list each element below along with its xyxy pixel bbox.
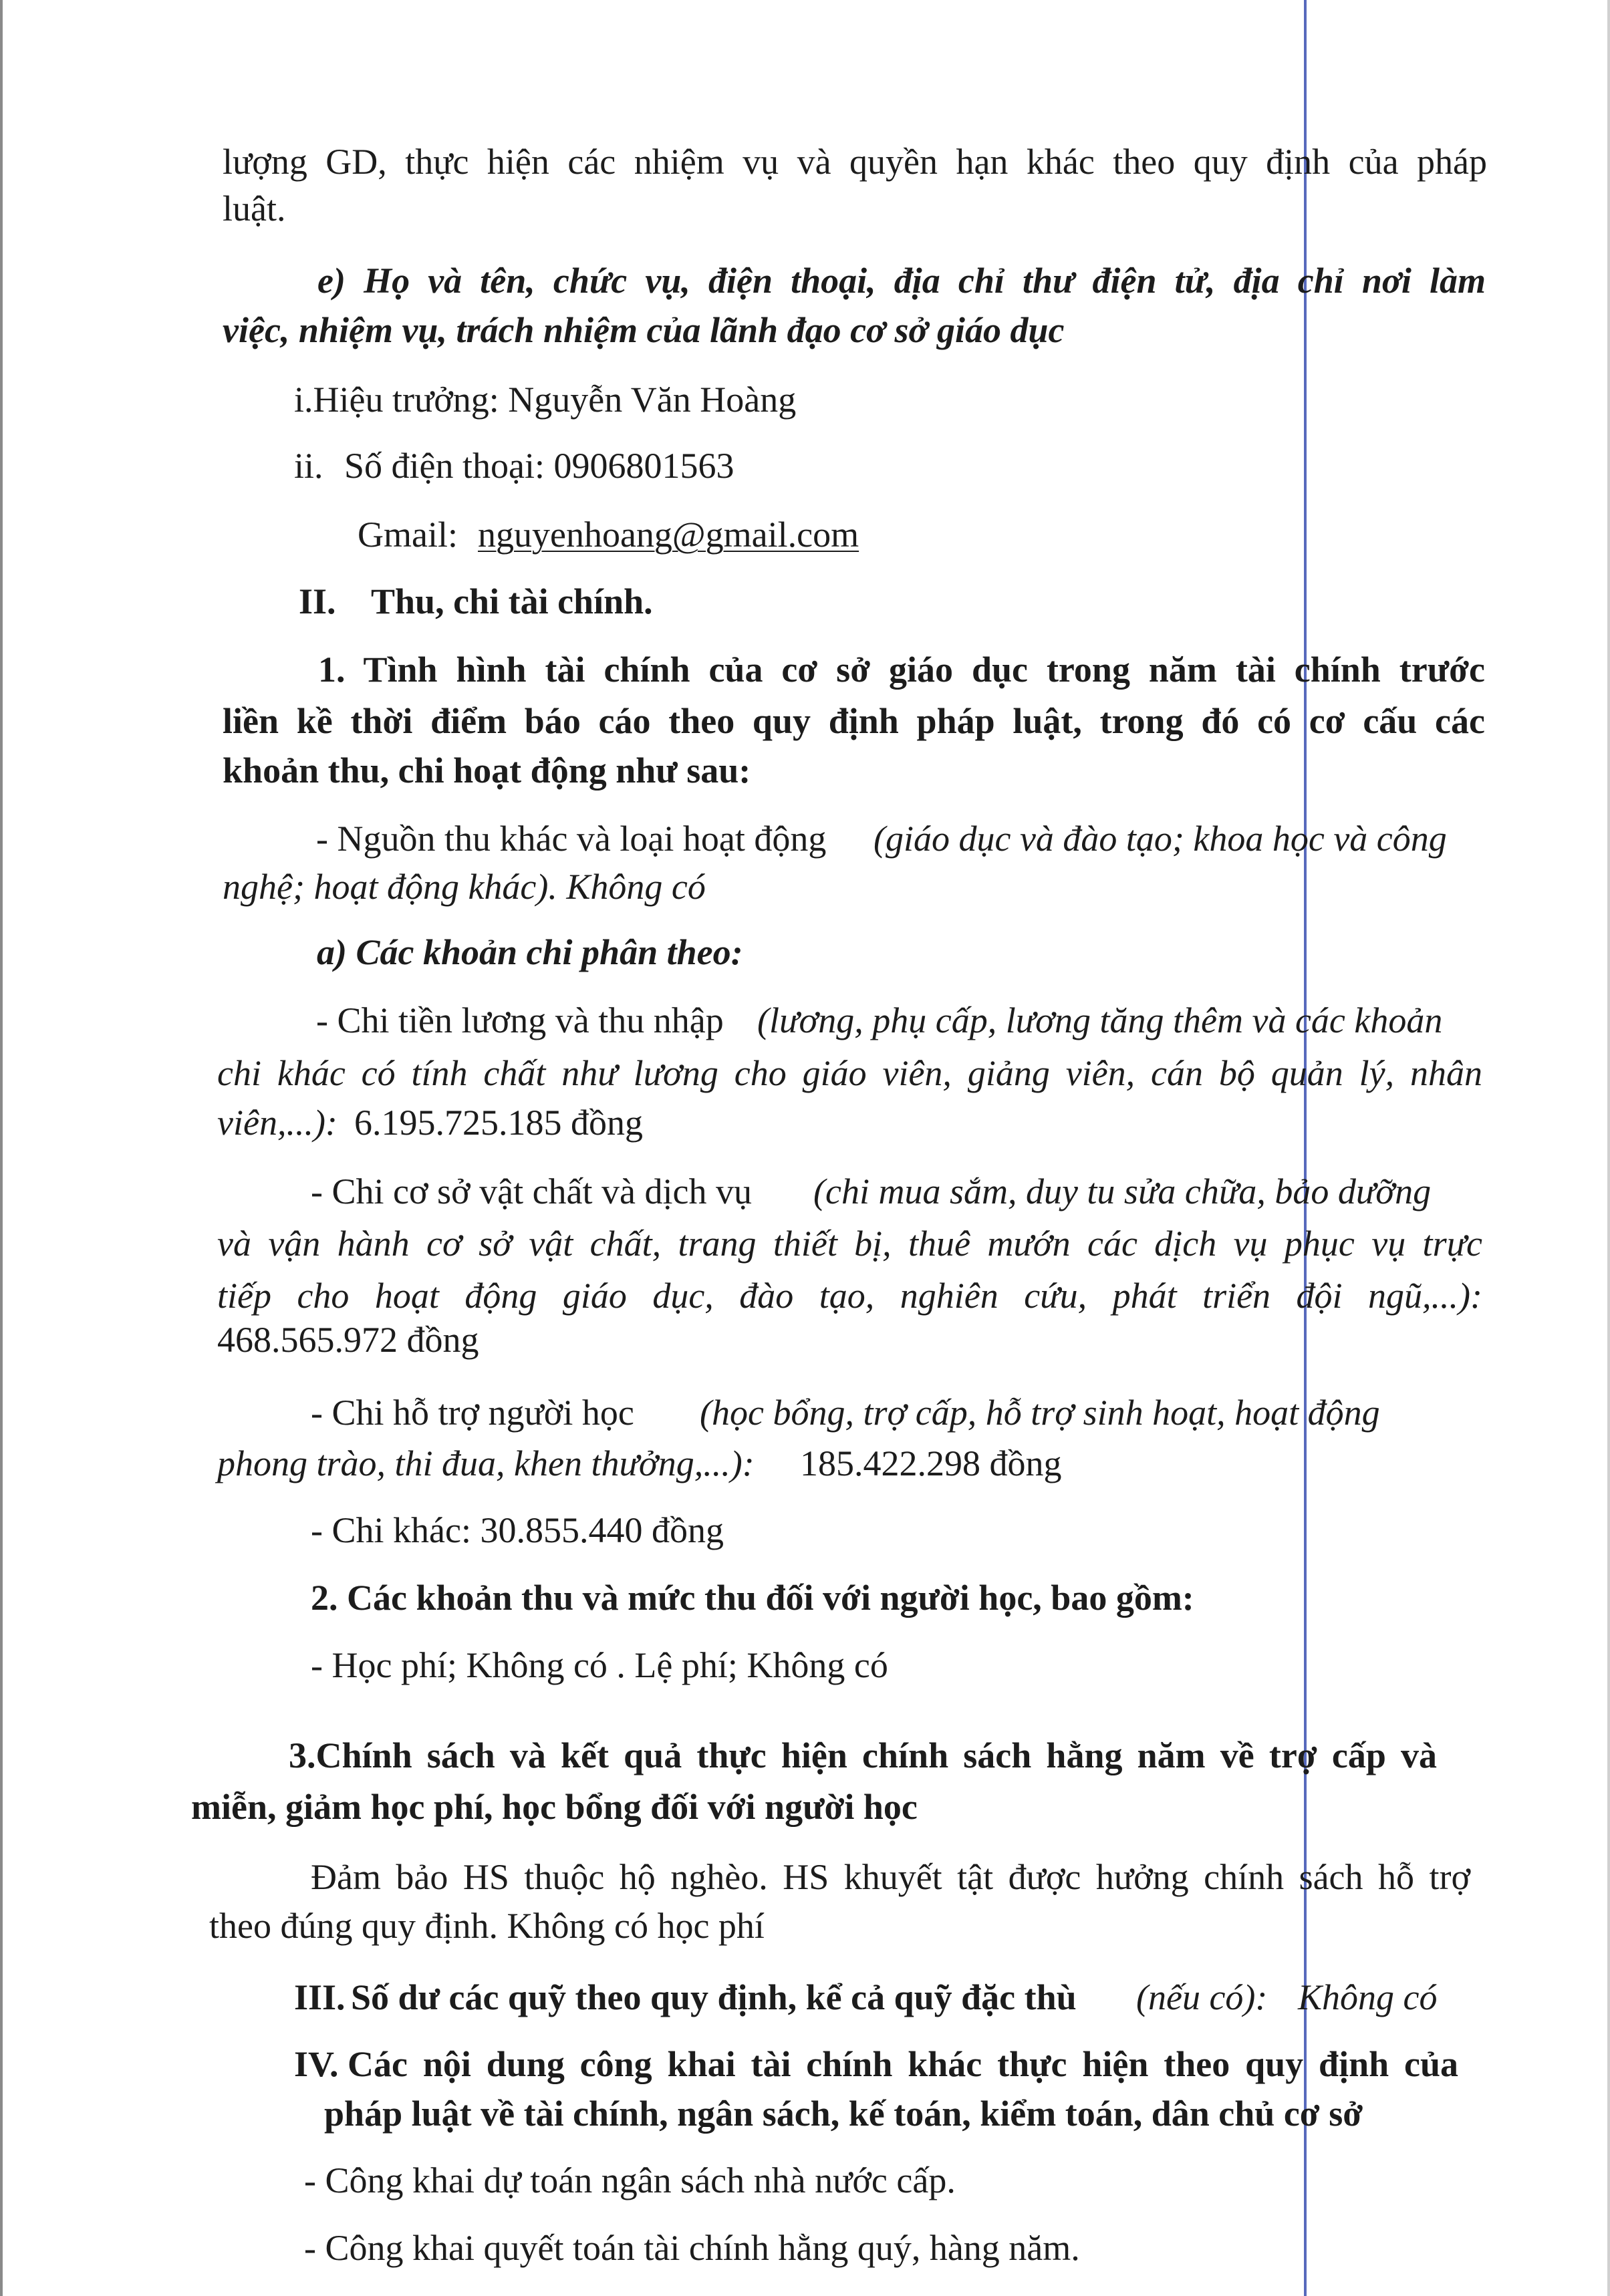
subsection-1-heading: khoản thu, chi hoạt động như sau: bbox=[223, 750, 751, 791]
section-3-value: Không có bbox=[1298, 1977, 1438, 2017]
section-e-heading: việc, nhiệm vụ, trách nhiệm của lãnh đạo cơ sở giáo dục bbox=[223, 310, 1065, 350]
subsection-3-heading: miễn, giảm học phí, học bổng đối với người học bbox=[191, 1787, 918, 1827]
section-4-title: Các nội dung công khai tài chính khác thực hiện theo quy định của bbox=[348, 2044, 1458, 2084]
subsection-a-heading: a) Các khoản chi phân theo: bbox=[317, 932, 743, 972]
section-2-title: Thu, chi tài chính. bbox=[371, 581, 653, 621]
text-line-italic: nghệ; hoạt động khác). Không có bbox=[223, 867, 706, 907]
section-4-number: IV. bbox=[294, 2044, 339, 2084]
section-3-number: III. bbox=[294, 1977, 346, 2017]
text-line: luật. bbox=[223, 188, 286, 229]
salary-expense-detail: (lương, phụ cấp, lương tăng thêm và các khoản bbox=[757, 1000, 1443, 1040]
text-line: theo đúng quy định. Không có học phí bbox=[209, 1906, 765, 1946]
text-line: - Công khai dự toán ngân sách nhà nước cấp. bbox=[304, 2160, 956, 2200]
student-support-expense: - Chi hỗ trợ người học bbox=[311, 1393, 634, 1433]
facility-expense-detail: (chi mua sắm, duy tu sửa chữa, bảo dưỡng bbox=[813, 1171, 1432, 1211]
student-support-detail: phong trào, thi đua, khen thưởng,...): bbox=[217, 1443, 755, 1483]
student-support-amount: 185.422.298 đồng bbox=[800, 1443, 1062, 1483]
fees-line: - Học phí; Không có . Lệ phí; Không có bbox=[311, 1645, 888, 1685]
subsection-1-heading: 1. Tình hình tài chính của cơ sở giáo dục trong năm tài chính trước bbox=[318, 650, 1485, 690]
facility-expense-amount: 468.565.972 đồng bbox=[217, 1320, 479, 1360]
other-expense: - Chi khác: 30.855.440 đồng bbox=[311, 1510, 724, 1550]
subsection-1-heading: liền kề thời điểm báo cáo theo quy định pháp luật, trong đó có cơ cấu các bbox=[223, 701, 1485, 741]
facility-expense-detail: và vận hành cơ sở vật chất, trang thiết bị, thuê mướn các dịch vụ phục vụ trực bbox=[217, 1224, 1482, 1264]
salary-expense-detail: chi khác có tính chất như lương cho giáo viên, giảng viên, cán bộ quản lý, nhân bbox=[217, 1053, 1482, 1093]
phone-line: Số điện thoại: 0906801563 bbox=[344, 446, 734, 486]
text-line: lượng GD, thực hiện các nhiệm vụ và quyền hạn khác theo quy định của pháp bbox=[223, 142, 1487, 182]
section-3-note: (nếu có): bbox=[1136, 1977, 1268, 2017]
text-line: - Nguồn thu khác và loại hoạt động bbox=[316, 819, 827, 859]
student-support-detail: (học bổng, trợ cấp, hỗ trợ sinh hoạt, hoạt động bbox=[700, 1393, 1380, 1433]
scan-fold-line bbox=[1304, 0, 1307, 2296]
gmail-link[interactable]: nguyenhoang@gmail.com bbox=[478, 515, 859, 555]
phone-label: ii. bbox=[294, 446, 323, 486]
salary-expense-amount: 6.195.725.185 đồng bbox=[354, 1103, 643, 1143]
facility-expense-detail: tiếp cho hoạt động giáo dục, đào tạo, nghiên cứu, phát triển đội ngũ,...): bbox=[217, 1276, 1482, 1316]
section-e-heading: e) Họ và tên, chức vụ, điện thoại, địa chỉ thư điện tử, địa chỉ nơi làm bbox=[317, 261, 1486, 301]
text-line: - Công khai quyết toán tài chính hằng quý, hàng năm. bbox=[304, 2228, 1080, 2268]
gmail-label: Gmail: bbox=[358, 515, 458, 555]
page-left-edge bbox=[0, 0, 3, 2296]
subsection-3-heading: 3.Chính sách và kết quả thực hiện chính sách hằng năm về trợ cấp và bbox=[289, 1735, 1437, 1775]
subsection-2-heading: 2. Các khoản thu và mức thu đối với người học, bao gồm: bbox=[311, 1578, 1194, 1618]
salary-expense: - Chi tiền lương và thu nhập bbox=[316, 1000, 724, 1040]
text-line: Đảm bảo HS thuộc hộ nghèo. HS khuyết tật được hưởng chính sách hỗ trợ bbox=[311, 1857, 1470, 1897]
section-4-title: pháp luật về tài chính, ngân sách, kế toán, kiểm toán, dân chủ cơ sở bbox=[324, 2094, 1363, 2134]
text-line-italic: (giáo dục và đào tạo; khoa học và công bbox=[874, 819, 1447, 859]
section-2-number: II. bbox=[299, 581, 336, 621]
facility-expense: - Chi cơ sở vật chất và dịch vụ bbox=[311, 1171, 752, 1211]
section-3-title: Số dư các quỹ theo quy định, kể cả quỹ đặc thù bbox=[351, 1977, 1077, 2017]
principal-line: i.Hiệu trưởng: Nguyễn Văn Hoàng bbox=[294, 380, 797, 420]
page-right-edge bbox=[1607, 0, 1610, 2296]
salary-expense-detail: viên,...): bbox=[217, 1103, 338, 1143]
